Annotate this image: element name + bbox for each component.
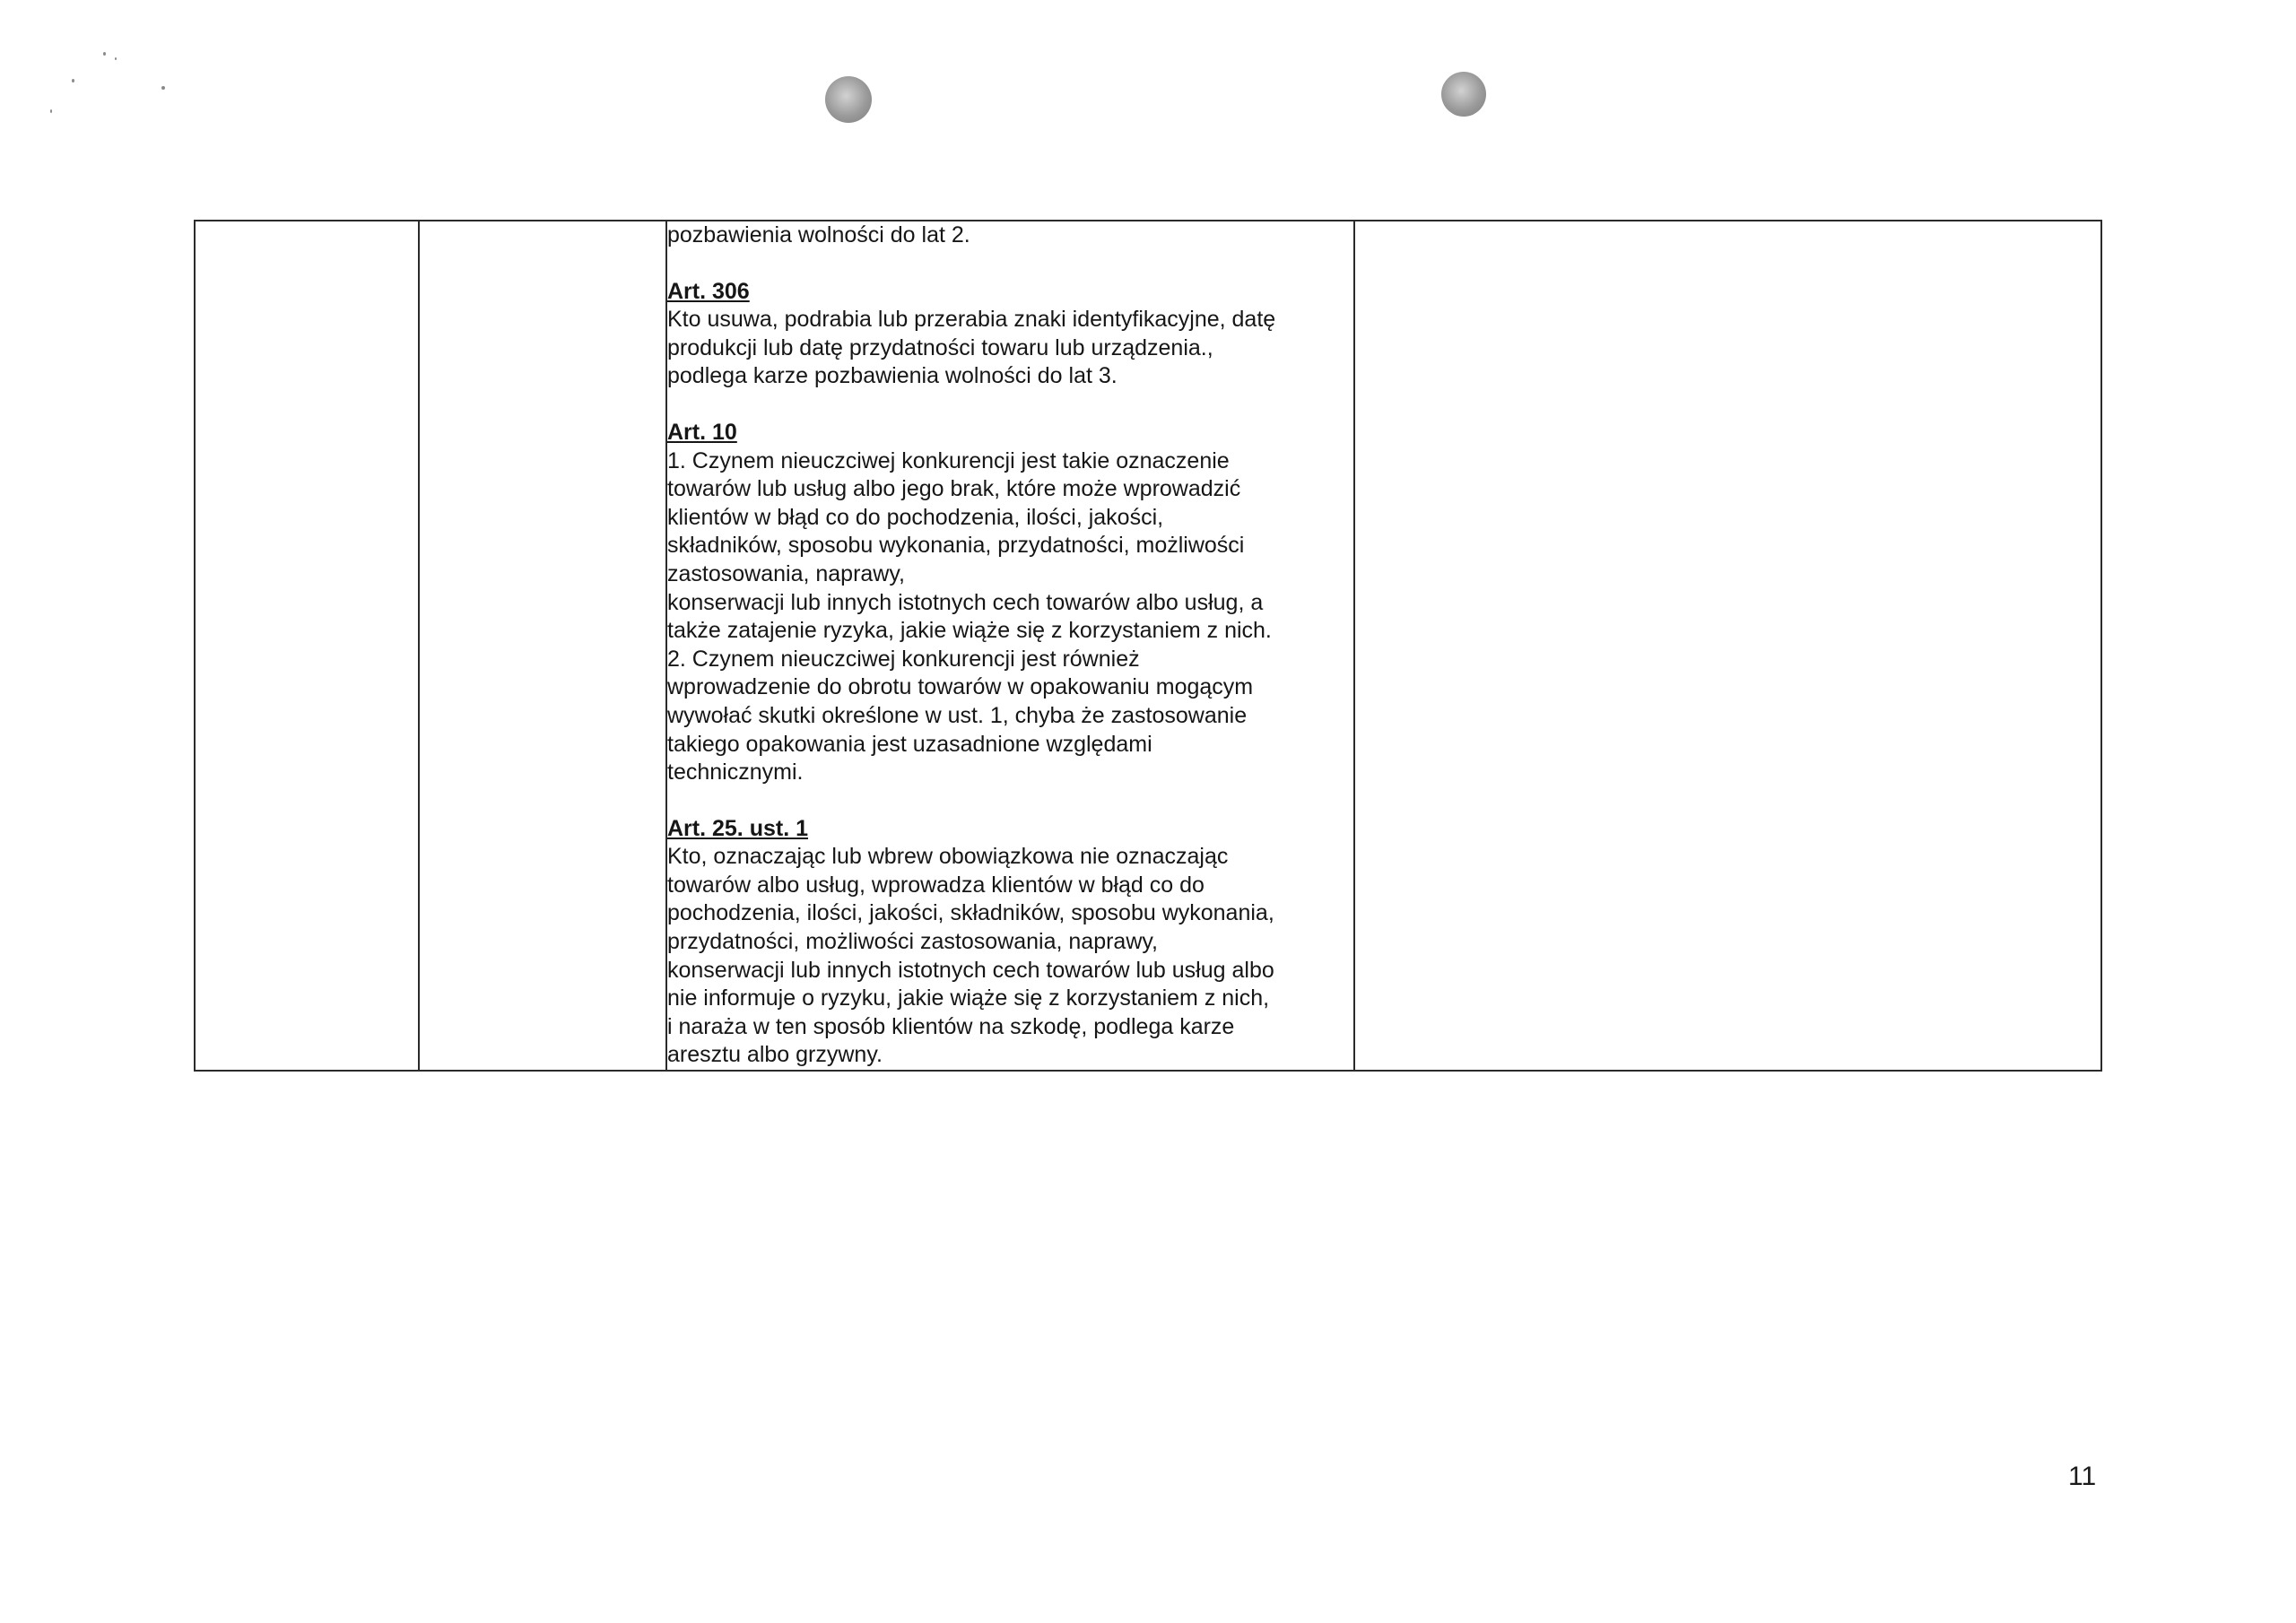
legal-comparison-table	[194, 220, 2102, 1072]
article-body: Kto, oznaczając lub wbrew obowiązkowa nie oznaczając towarów albo usług, wprowadza klientów w błąd co do pochodzenia, ilości, jakości, składników, sposobu wykonania, przydatności, możliwości zastosowania, naprawy, konserwacji lub innych istotnych cech towarów lub usług albo nie informuje o ryzyku, jakie wiąże się z korzystaniem z nich, i naraża w ten sposób klientów na szkodę, podlega karze aresztu albo grzywny.	[667, 844, 1274, 1068]
scan-speck	[115, 57, 117, 60]
table-row	[195, 221, 2101, 1071]
table-cell-col-4	[1354, 221, 2101, 1071]
punch-hole-right	[1441, 72, 1486, 117]
page-number: 11	[2068, 1462, 2097, 1491]
table-cell-col-2	[419, 221, 666, 1071]
table-cell-legal-text	[666, 221, 1354, 1071]
article-heading: Art. 306	[667, 278, 750, 304]
article-heading: Art. 25. ust. 1	[667, 815, 808, 841]
scan-speck	[50, 109, 52, 113]
article-heading: Art. 10	[667, 419, 737, 445]
article-body: 1. Czynem nieuczciwej konkurencji jest takie oznaczenie towarów lub usług albo jego brak, które może wprowadzić klientów w błąd co do pochodzenia, ilości, jakości, składników, sposobu wykonania, przydatności, możliwości zastosowania, naprawy, konserwacji lub innych istotnych cech towarów albo usług, a także zatajenie ryzyka, jakie wiąże się z korzystaniem z nich. 2. Czynem nieuczciwej konkurencji jest również wprowadzenie do obrotu towarów w opakowaniu mogącym wywołać skutki określone w ust. 1, chyba że zastosowanie takiego opakowania jest uzasadnione względami technicznymi.	[667, 447, 1272, 785]
article-body: Kto usuwa, podrabia lub przerabia znaki identyfikacyjne, datę produkcji lub datę przydatności towaru lub urządzenia., podlega karze pozbawienia wolności do lat 3.	[667, 307, 1276, 389]
punch-hole-left	[825, 76, 872, 123]
continuation-text: pozbawienia wolności do lat 2.	[667, 222, 970, 247]
table-cell-col-1	[195, 221, 419, 1071]
scan-speck	[161, 86, 165, 90]
scan-speck	[103, 52, 106, 56]
scan-speck	[72, 79, 74, 82]
